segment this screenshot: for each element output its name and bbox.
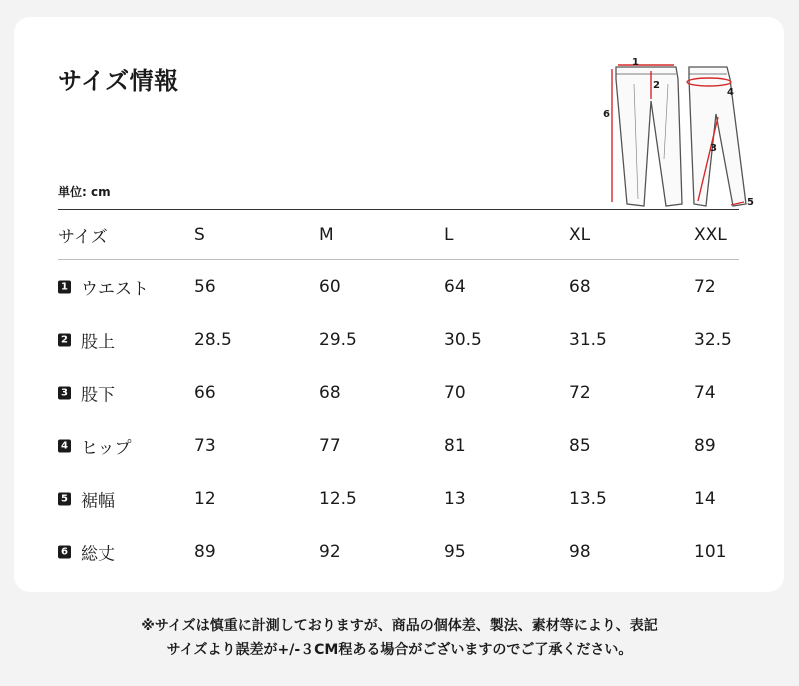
table-row <box>58 366 739 419</box>
table-cell: 77 <box>319 435 341 456</box>
header-xxl: XXL <box>694 224 727 245</box>
table-cell: 85 <box>569 435 591 456</box>
table-cell: 74 <box>694 382 716 403</box>
diagram-label-1: 1 <box>632 57 639 68</box>
header-l: L <box>444 224 454 245</box>
table-cell: 32.5 <box>694 329 732 350</box>
table-cell: 89 <box>694 435 716 456</box>
size-info-card <box>14 17 784 592</box>
header-size: サイズ <box>58 227 108 247</box>
table-cell: 92 <box>319 541 341 562</box>
number-badge: 5 <box>58 492 71 505</box>
table-row <box>58 419 739 472</box>
footnote-line-1: ※サイズは慎重に計測しておりますが、商品の個体差、製法、素材等により、表記 <box>141 618 658 634</box>
header-m: M <box>319 224 334 245</box>
table-cell: 13.5 <box>569 488 607 509</box>
table-cell: 29.5 <box>319 329 357 350</box>
number-badge: 3 <box>58 386 71 399</box>
diagram-label-5: 5 <box>747 197 754 208</box>
table-cell: 12 <box>194 488 216 509</box>
table-row <box>58 525 739 578</box>
table-row <box>58 313 739 366</box>
header-s: S <box>194 224 205 245</box>
row-label: 股上 <box>81 332 115 352</box>
table-row <box>58 472 739 525</box>
table-cell: 89 <box>194 541 216 562</box>
table-cell: 68 <box>569 276 591 297</box>
row-label: ウエスト <box>81 279 149 299</box>
table-cell: 64 <box>444 276 466 297</box>
table-cell: 72 <box>569 382 591 403</box>
diagram-label-2: 2 <box>653 80 660 91</box>
table-cell: 98 <box>569 541 591 562</box>
page-title: サイズ情報 <box>58 67 179 95</box>
diagram-label-4: 4 <box>727 87 734 98</box>
table-cell: 72 <box>694 276 716 297</box>
table-row <box>58 260 739 313</box>
diagram-label-3: 3 <box>710 143 717 154</box>
number-badge: 4 <box>58 439 71 452</box>
diagram-label-6: 6 <box>603 109 610 120</box>
table-cell: 66 <box>194 382 216 403</box>
number-badge: 6 <box>58 545 71 558</box>
table-cell: 13 <box>444 488 466 509</box>
header-xl: XL <box>569 224 591 245</box>
pants-back-outline <box>689 67 746 206</box>
row-label: 裾幅 <box>81 491 115 511</box>
table-cell: 81 <box>444 435 466 456</box>
row-label: ヒップ <box>81 438 132 458</box>
table-cell: 73 <box>194 435 216 456</box>
row-label: 股下 <box>81 385 115 405</box>
table-cell: 68 <box>319 382 341 403</box>
size-table <box>58 209 739 578</box>
footnote <box>0 614 799 662</box>
table-cell: 101 <box>694 541 727 562</box>
table-cell: 12.5 <box>319 488 357 509</box>
table-cell: 28.5 <box>194 329 232 350</box>
table-cell: 30.5 <box>444 329 482 350</box>
table-cell: 70 <box>444 382 466 403</box>
pants-front-outline <box>616 67 682 206</box>
number-badge: 2 <box>58 333 71 346</box>
table-cell: 56 <box>194 276 216 297</box>
number-badge: 1 <box>58 280 71 293</box>
table-cell: 31.5 <box>569 329 607 350</box>
table-cell: 95 <box>444 541 466 562</box>
unit-label: 単位: cm <box>58 185 111 199</box>
footnote-line-2: サイズより誤差が+/-３CM程ある場合がございますのでご了承ください。 <box>166 642 633 658</box>
table-cell: 60 <box>319 276 341 297</box>
pants-measurement-diagram <box>594 39 754 214</box>
row-label: 総丈 <box>81 544 115 564</box>
table-cell: 14 <box>694 488 716 509</box>
table-header-row <box>58 210 739 259</box>
